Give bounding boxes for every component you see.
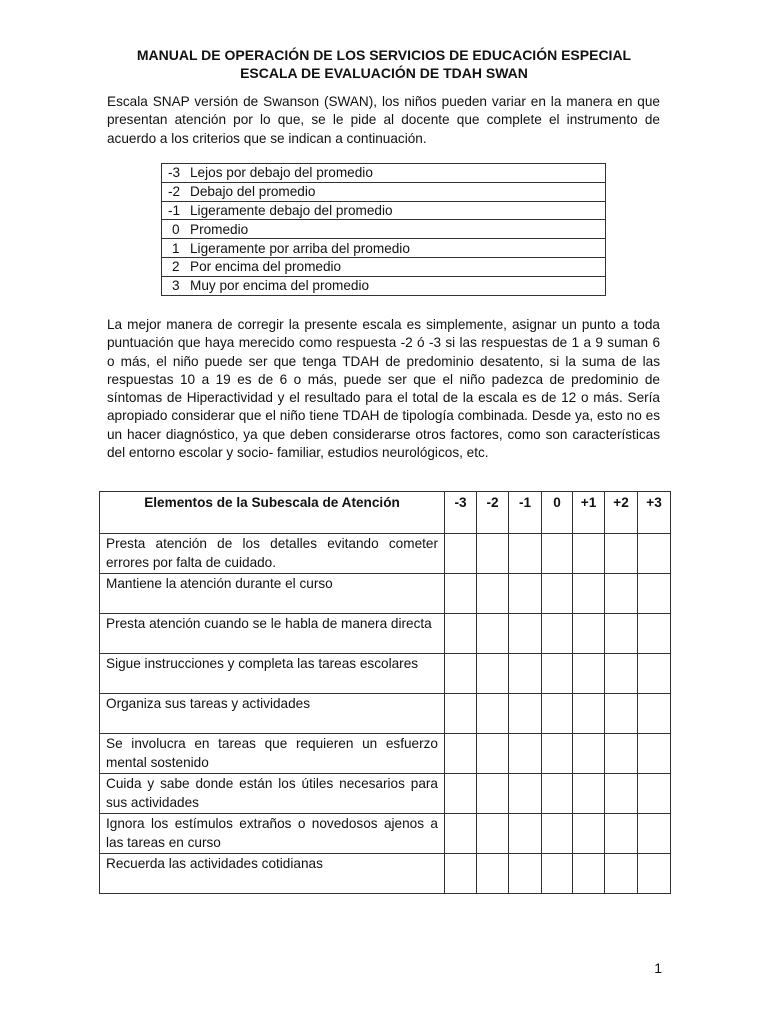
- rating-cell[interactable]: [605, 614, 638, 654]
- column-header: +2: [605, 492, 638, 534]
- rating-cell[interactable]: [605, 854, 638, 894]
- rating-cell[interactable]: [445, 814, 477, 854]
- rating-cell[interactable]: [605, 774, 638, 814]
- rating-cell[interactable]: [542, 734, 573, 774]
- rating-cell[interactable]: [509, 694, 542, 734]
- scale-value: 2: [172, 259, 180, 275]
- column-header: -3: [445, 492, 477, 534]
- rating-cell[interactable]: [573, 654, 605, 694]
- column-header: +1: [573, 492, 605, 534]
- scale-row: [162, 257, 606, 276]
- table-row: [100, 814, 671, 854]
- table-row: [100, 534, 671, 574]
- rating-scale-table: [161, 163, 606, 296]
- rating-cell[interactable]: [638, 614, 671, 654]
- subscale-item: Cuida y sabe donde están los útiles necesarios para sus actividades: [100, 774, 445, 814]
- rating-cell[interactable]: [542, 574, 573, 614]
- rating-cell[interactable]: [605, 734, 638, 774]
- rating-cell[interactable]: [638, 534, 671, 574]
- scale-row: [162, 239, 606, 258]
- subscale-item: Ignora los estímulos extraños o novedosos ajenos a las tareas en curso: [100, 814, 445, 854]
- rating-cell[interactable]: [477, 654, 509, 694]
- rating-cell[interactable]: [509, 574, 542, 614]
- rating-cell[interactable]: [477, 734, 509, 774]
- rating-cell[interactable]: [445, 854, 477, 894]
- rating-cell[interactable]: [605, 694, 638, 734]
- attention-subscale-table: [99, 491, 671, 894]
- subscale-item: Organiza sus tareas y actividades: [100, 694, 445, 734]
- rating-cell[interactable]: [542, 814, 573, 854]
- rating-cell[interactable]: [477, 534, 509, 574]
- rating-cell[interactable]: [638, 654, 671, 694]
- scoring-instructions: La mejor manera de corregir la presente escala es simplemente, asignar un punto a toda puntuación que haya merecido como respuesta -2 ó -3 si las respuestas de 1 a 9 suman 6 o más, el niño puede ser que tenga TDAH de predominio desatento, si la suma de las respuestas 10 a 19 es de 6 o más, puede ser que el niño padezca de predominio de síntomas de Hiperactividad y el resultado para el total de la escala es de 12 o más. Sería apropiado considerar que el niño tiene TDAH de tipología combinada. Desde ya, esto no es un hacer diagnóstico, ya que deben considerarse otros factores, como son características del entorno escolar y socio- familiar, estudios neurológicos, etc.: [107, 317, 660, 461]
- title-line-2: ESCALA DE EVALUACIÓN DE TDAH SWAN: [240, 65, 528, 81]
- table-row: [100, 654, 671, 694]
- subscale-item: Sigue instrucciones y completa las tareas escolares: [100, 654, 445, 694]
- rating-cell[interactable]: [445, 774, 477, 814]
- rating-cell[interactable]: [445, 694, 477, 734]
- scale-row: [162, 164, 606, 183]
- scale-label: Promedio: [190, 221, 249, 237]
- rating-cell[interactable]: [477, 694, 509, 734]
- rating-cell[interactable]: [573, 814, 605, 854]
- table-row: [100, 574, 671, 614]
- column-header: -1: [509, 492, 542, 534]
- table-row: [100, 694, 671, 734]
- scale-label: Debajo del promedio: [190, 184, 316, 200]
- rating-cell[interactable]: [605, 534, 638, 574]
- table-row: [100, 734, 671, 774]
- table-header-row: [100, 492, 671, 534]
- scale-row: [162, 276, 606, 295]
- rating-cell[interactable]: [542, 614, 573, 654]
- scale-label: Lejos por debajo del promedio: [190, 165, 373, 181]
- scale-value: 3: [172, 278, 180, 294]
- rating-cell[interactable]: [542, 774, 573, 814]
- scale-value: 0: [172, 221, 180, 237]
- rating-cell[interactable]: [445, 574, 477, 614]
- scale-value: -3: [168, 165, 181, 181]
- scale-label: Muy por encima del promedio: [190, 278, 370, 294]
- rating-cell[interactable]: [509, 534, 542, 574]
- rating-cell[interactable]: [605, 574, 638, 614]
- subscale-item: Presta atención de los detalles evitando cometer errores por falta de cuidado.: [100, 534, 445, 574]
- rating-cell[interactable]: [638, 734, 671, 774]
- rating-cell[interactable]: [509, 854, 542, 894]
- rating-cell[interactable]: [509, 774, 542, 814]
- rating-cell[interactable]: [509, 734, 542, 774]
- rating-cell[interactable]: [445, 734, 477, 774]
- rating-cell[interactable]: [509, 654, 542, 694]
- rating-cell[interactable]: [542, 654, 573, 694]
- title-line-1: MANUAL DE OPERACIÓN DE LOS SERVICIOS DE EDUCACIÓN ESPECIAL: [136, 47, 632, 63]
- subscale-item: Se involucra en tareas que requieren un esfuerzo mental sostenido: [100, 734, 445, 774]
- column-header: 0: [542, 492, 573, 534]
- rating-cell[interactable]: [638, 694, 671, 734]
- rating-cell[interactable]: [605, 654, 638, 694]
- rating-cell[interactable]: [477, 774, 509, 814]
- subscale-item: Presta atención cuando se le habla de manera directa: [100, 614, 445, 654]
- subscale-item: Recuerda las actividades cotidianas: [100, 854, 445, 894]
- rating-cell[interactable]: [542, 534, 573, 574]
- rating-cell[interactable]: [477, 614, 509, 654]
- rating-cell[interactable]: [638, 854, 671, 894]
- rating-cell[interactable]: [445, 614, 477, 654]
- rating-cell[interactable]: [573, 694, 605, 734]
- scale-label: Ligeramente por arriba del promedio: [190, 240, 410, 256]
- rating-cell[interactable]: [605, 814, 638, 854]
- rating-cell[interactable]: [573, 854, 605, 894]
- subscale-item: Mantiene la atención durante el curso: [100, 574, 445, 614]
- scale-label: Por encima del promedio: [190, 259, 342, 275]
- scale-row: [162, 182, 606, 201]
- column-header: +3: [638, 492, 671, 534]
- subscale-header: Elementos de la Subescala de Atención: [100, 492, 445, 534]
- scale-value: -2: [168, 184, 181, 200]
- rating-cell[interactable]: [573, 774, 605, 814]
- scale-value: -1: [168, 202, 181, 218]
- rating-cell[interactable]: [638, 814, 671, 854]
- rating-cell[interactable]: [477, 854, 509, 894]
- page-number: 1: [654, 960, 662, 976]
- rating-cell[interactable]: [542, 854, 573, 894]
- rating-cell[interactable]: [638, 574, 671, 614]
- intro-paragraph: Escala SNAP versión de Swanson (SWAN), los niños pueden variar en la manera en que presentan atención por lo que, se le pide al docente que complete el instrumento de acuerdo a los criterios que se indican a continuación.: [107, 94, 660, 146]
- scale-row: [162, 220, 606, 239]
- rating-cell[interactable]: [445, 654, 477, 694]
- rating-cell[interactable]: [509, 614, 542, 654]
- rating-cell[interactable]: [509, 814, 542, 854]
- scale-label: Ligeramente debajo del promedio: [190, 202, 393, 218]
- scale-value: 1: [172, 240, 180, 256]
- rating-cell[interactable]: [445, 534, 477, 574]
- rating-cell[interactable]: [477, 574, 509, 614]
- table-row: [100, 614, 671, 654]
- rating-cell[interactable]: [573, 574, 605, 614]
- rating-cell[interactable]: [542, 694, 573, 734]
- rating-cell[interactable]: [573, 534, 605, 574]
- rating-cell[interactable]: [573, 614, 605, 654]
- rating-cell[interactable]: [638, 774, 671, 814]
- table-row: [100, 854, 671, 894]
- table-row: [100, 774, 671, 814]
- scale-row: [162, 201, 606, 220]
- rating-cell[interactable]: [573, 734, 605, 774]
- rating-cell[interactable]: [477, 814, 509, 854]
- column-header: -2: [477, 492, 509, 534]
- document-title: [100, 46, 668, 82]
